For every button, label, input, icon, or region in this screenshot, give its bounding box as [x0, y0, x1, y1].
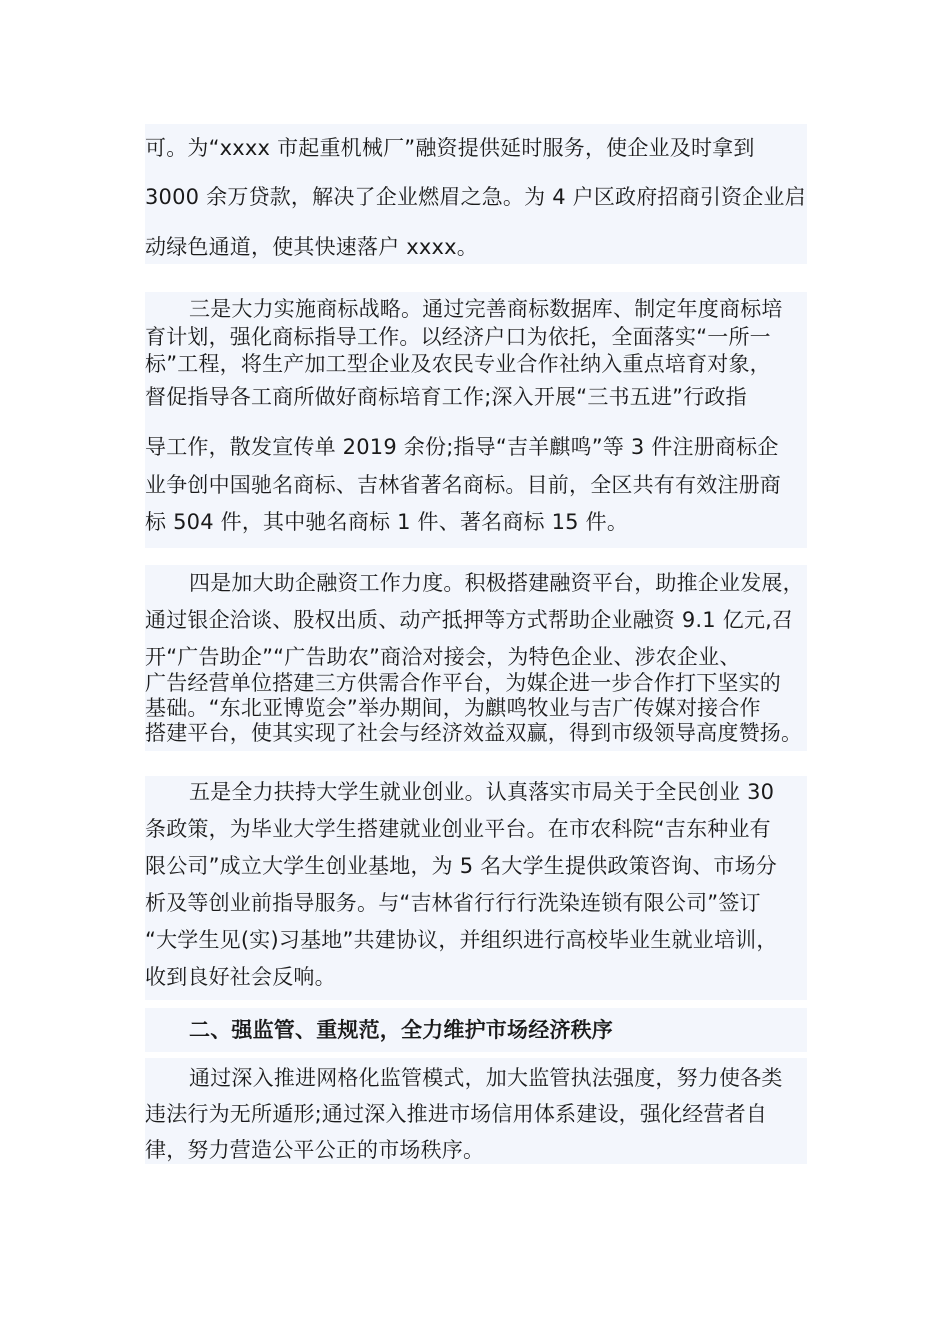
paragraph-supervision — [145, 1058, 807, 1164]
text-line: 可。为“xxxx 市起重机械厂”融资提供延时服务，使企业及时拿到 — [145, 136, 755, 160]
section-heading — [145, 1008, 807, 1052]
text-line: 四是加大助企融资工作力度。积极搭建融资平台，助推企业发展， — [189, 571, 804, 595]
text-line: 育计划，强化商标指导工作。以经济户口为依托，全面落实“一所一 — [145, 325, 771, 349]
text-line: 限公司”成立大学生创业基地，为 5 名大学生提供政策咨询、市场分 — [145, 854, 777, 878]
paragraph-financing — [145, 565, 807, 751]
text-line: 业争创中国驰名商标、吉林省著名商标。目前，全区共有有效注册商 — [145, 473, 781, 497]
text-line: 动绿色通道，使其快速落户 xxxx。 — [145, 235, 478, 259]
text-line: 搭建平台，使其实现了社会与经济效益双赢，得到市级领导高度赞扬。 — [145, 721, 803, 745]
text-line: “大学生见(实)习基地”共建协议，并组织进行高校毕业生就业培训， — [145, 928, 778, 952]
paragraph-trademark — [145, 292, 807, 548]
text-line: 标 504 件，其中驰名商标 1 件、著名商标 15 件。 — [145, 510, 629, 534]
heading-text: 二、强监管、重规范，全力维护市场经济秩序 — [189, 1018, 613, 1042]
text-line: 五是全力扶持大学生就业创业。认真落实市局关于全民创业 30 — [189, 780, 775, 804]
text-line: 三是大力实施商标战略。通过完善商标数据库、制定年度商标培 — [189, 297, 783, 321]
text-line: 通过深入推进网格化监管模式，加大监管执法强度，努力使各类 — [189, 1066, 783, 1090]
text-line: 违法行为无所遁形;通过深入推进市场信用体系建设，强化经营者自 — [145, 1102, 768, 1126]
text-line: 督促指导各工商所做好商标培育工作;深入开展“三书五进”行政指 — [145, 385, 747, 409]
text-line: 导工作，散发宣传单 2019 余份;指导“吉羊麒鸣”等 3 件注册商标企 — [145, 435, 779, 459]
text-line: 条政策，为毕业大学生搭建就业创业平台。在市农科院“吉东种业有 — [145, 817, 771, 841]
paragraph-graduates — [145, 776, 807, 1000]
text-line: 收到良好社会反响。 — [145, 965, 336, 989]
text-line: 通过银企洽谈、股权出质、动产抵押等方式帮助企业融资 9.1 亿元,召 — [145, 608, 794, 632]
text-line: 3000 余万贷款，解决了企业燃眉之急。为 4 户区政府招商引资企业启 — [145, 185, 806, 209]
text-line: 广告经营单位搭建三方供需合作平台，为媒企进一步合作打下坚实的 — [145, 671, 781, 695]
text-line: 标”工程，将生产加工型企业及农民专业合作社纳入重点培育对象， — [145, 352, 771, 376]
paragraph-continuation — [145, 124, 807, 264]
text-line: 律，努力营造公平公正的市场秩序。 — [145, 1138, 485, 1162]
text-line: 析及等创业前指导服务。与“吉林省行行行洗染连锁有限公司”签订 — [145, 891, 761, 915]
text-line: 开“广告助企”“广告助农”商洽对接会，为特色企业、涉农企业、 — [145, 645, 741, 669]
text-line: 基础。“东北亚博览会”举办期间，为麒鸣牧业与吉广传媒对接合作 — [145, 696, 761, 720]
